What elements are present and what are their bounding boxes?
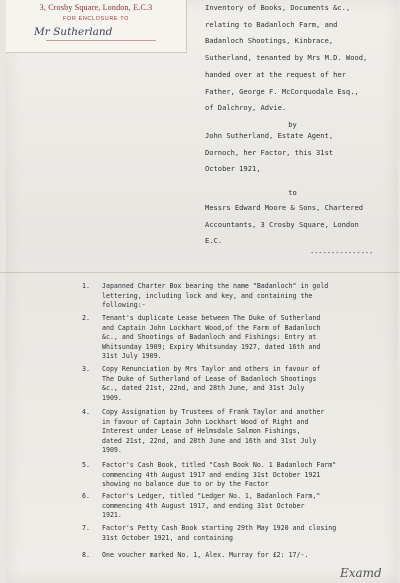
- item-line: Factor's Ledger, titled "Ledger No. 1, Badanloch Farm,": [102, 492, 321, 500]
- item-line: showing no balance due to or by the Factor: [102, 480, 269, 489]
- heading-line: Badanloch Shootings, Kinbrace,: [205, 36, 334, 46]
- item-line: &c., dated 21st, 22nd, and 28th June, and 31st July: [102, 384, 305, 393]
- item-line: 31st July 1909.: [102, 352, 162, 361]
- label-enclosure-text: FOR ENCLOSURE TO: [63, 16, 129, 22]
- item-line: Tenant's duplicate Lease between The Duke of Sutherland: [102, 314, 321, 322]
- item-number: 6.: [82, 492, 90, 500]
- item-line: dated 21st, 22nd, and 28th June and 16th and 31st July: [102, 436, 317, 445]
- heading-line: Sutherland, tenanted by Mrs M.D. Wood,: [205, 53, 368, 63]
- to-word: to: [288, 188, 297, 197]
- item-number: 3.: [82, 365, 90, 373]
- item-line: Factor's Petty Cash Book starting 29th May 1920 and closing: [102, 524, 337, 532]
- item-number: 4.: [82, 408, 90, 416]
- heading-line: of Dalchroy, Advie.: [205, 103, 287, 113]
- item-line: Copy Renunciation by Mrs Taylor and others in favour of: [102, 365, 321, 373]
- item-line: Japanned Charter Box bearing the name "Badanloch" in gold: [102, 282, 329, 290]
- item-number: 2.: [82, 314, 90, 322]
- page-fold: [0, 272, 400, 273]
- enclosure-label: [6, 0, 187, 53]
- item-line: and Captain John Lockhart Wood,of the Farm of Badanloch: [102, 323, 321, 332]
- item-line: lettering, including lock and key, and containing the: [102, 291, 313, 300]
- heading-line: relating to Badanloch Farm, and: [205, 19, 338, 29]
- item-line: following:-: [102, 301, 146, 310]
- item-line: Copy Assignation by Trustees of Frank Taylor and another: [102, 408, 325, 416]
- item-line: commencing 4th August 1917 and ending 31st October 1921: [102, 470, 321, 479]
- factor-line: Dornoch, her Factor, this 31st: [205, 147, 334, 157]
- factor-block: [205, 128, 333, 178]
- item-line: One voucher marked No. 1, Alex. Murray for £2: 17/-.: [102, 551, 309, 559]
- by-word: by: [288, 120, 297, 129]
- item-line: 1909.: [102, 393, 122, 402]
- label-recipient-name: Mr Sutherland: [34, 26, 113, 38]
- item-line: 1921.: [102, 511, 122, 520]
- item-number: 8.: [82, 551, 90, 559]
- item-number: 5.: [82, 461, 90, 469]
- factor-line: October 1921,: [205, 164, 261, 174]
- item-line: &c., and Shootings of Badanloch and Fishings: Entry at: [102, 333, 317, 342]
- item-line: 31st October 1921, and containing: [102, 533, 234, 542]
- recipient-block: [205, 200, 363, 250]
- heading-line: Inventory of Books, Documents &c.,: [205, 3, 351, 12]
- inventory-heading: [205, 0, 395, 117]
- item-number: 7.: [82, 524, 90, 532]
- examined-signature: Examd: [340, 566, 382, 580]
- item-line: Whitsunday 1909; Expiry Whitsunday 1927, dated 16th and: [102, 342, 321, 351]
- factor-line: John Sutherland, Estate Agent,: [205, 131, 334, 140]
- item-line: Interest under Lease of Helmsdale Salmon Fishings,: [102, 427, 301, 436]
- recipient-line: Accountants, 3 Crosby Square, London: [205, 219, 359, 229]
- item-line: in favour of Captain John Lockhart Wood of Right and: [102, 417, 309, 426]
- item-line: The Duke of Sutherland of Lease of Badanloch Shootings: [102, 374, 317, 383]
- item-number: 1.: [82, 282, 90, 290]
- recipient-line: Messrs Edward Moore & Sons, Chartered: [205, 203, 364, 212]
- item-line: commencing 4th August 1917, and ending 31st October: [102, 501, 305, 510]
- label-address: 3, Crosby Square, London, E.C.3: [39, 3, 153, 12]
- recipient-line: E.C.: [205, 236, 223, 246]
- item-line: Factor's Cash Book, titled "Cash Book No. 1 Badanloch Farm": [102, 461, 337, 469]
- item-line: 1909.: [102, 446, 122, 455]
- heading-line: handed over at the request of her: [205, 69, 346, 79]
- heading-line: Father, George F. McCorquodale Esq.,: [205, 86, 359, 96]
- label-underline: [46, 40, 156, 41]
- separator-rule: ---------------: [310, 249, 374, 257]
